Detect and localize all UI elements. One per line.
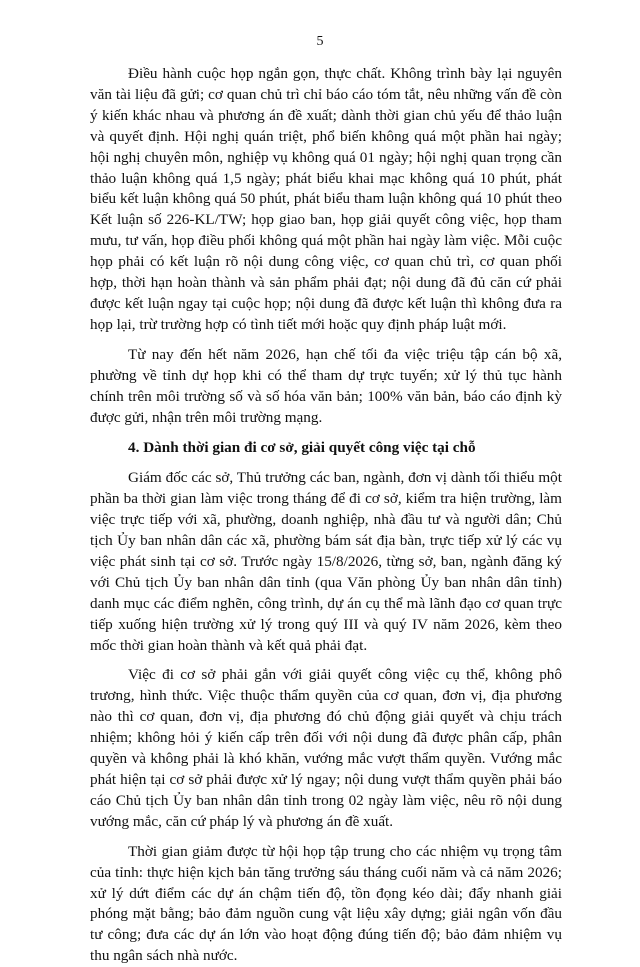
paragraph-meeting-rules: Điều hành cuộc họp ngắn gọn, thực chất. Không trình bày lại nguyên văn tài liệu đã gửi; cơ quan chủ trì chỉ báo cáo tóm tắt, nêu những vấn đề còn ý kiến khác nhau và phương án đề xuất; dành thời gian chủ yếu để thảo luận và quyết định. Hội nghị quán triệt, phổ biến không quá một phần hai ngày; hội nghị chuyên môn, nghiệp vụ không quá 01 ngày; hội nghị quan trọng cần thảo luận không quá 1,5 ngày; phát biểu khai mạc không quá 10 phút, phát biểu kết luận không quá 50 phút, phát biểu tham luận không quá 10 phút theo Kết luận số 226-KL/TW; họp giao ban, họp giải quyết công việc, họp tham mưu, tư vấn, họp điều phối không quá một phần hai ngày làm việc. Mỗi cuộc họp phải có kết luận rõ nội dung công việc, cơ quan chủ trì, cơ quan phối hợp, thời hạn hoàn thành và sản phẩm phải đạt; nội dung đã đủ căn cứ phải được kết luận ngay tại cuộc họp; nội dung đã được kết luận thì không đưa ra họp lại, trừ trường hợp có tình tiết mới hoặc quy định pháp luật mới.: [90, 65, 562, 333]
paragraph-key-tasks: Thời gian giảm được từ hội họp tập trung cho các nhiệm vụ trọng tâm của tỉnh: thực hiện kịch bản tăng trưởng sáu tháng cuối năm và cả năm 2026; xử lý dứt điểm các dự án chậm tiến độ, tồn đọng kéo dài; đẩy nhanh giải phóng mặt bằng; bảo đảm nguồn cung vật liệu xây dựng; giải ngân vốn đầu tư công; đưa các dự án lớn vào hoạt động đúng tiến độ; bảo đảm nhiệm vụ thu ngân sách nhà nước.: [90, 842, 562, 965]
paragraph-online-meetings: Từ nay đến hết năm 2026, hạn chế tối đa việc triệu tập cán bộ xã, phường về tỉnh dự họp khi có thể tham dự trực tuyến; xử lý thủ tục hành chính trên môi trường số và số hóa văn bản; 100% văn bản, báo cáo định kỳ được gửi, nhận trên môi trường mạng.: [90, 345, 562, 426]
paragraph-on-site-resolution: Việc đi cơ sở phải gắn với giải quyết công việc cụ thể, không phô trương, hình thức. Việc thuộc thẩm quyền của cơ quan, đơn vị, địa phương nào thì cơ quan, đơn vị, địa phương đó chủ động giải quyết và chịu trách nhiệm; không hỏi ý kiến cấp trên đối với nội dung đã được phân cấp, phân quyền và không phải là khó khăn, vướng mắc vượt thẩm quyền. Vướng mắc phát hiện tại cơ sở phải được xử lý ngay; nội dung vượt thẩm quyền phải báo cáo Chủ tịch Ủy ban nhân dân tỉnh trong 02 ngày làm việc, nêu rõ nội dung vướng mắc, căn cứ pháp lý và phương án đề xuất.: [90, 666, 562, 830]
section-heading: 4. Dành thời gian đi cơ sở, giải quyết công việc tại chỗ: [128, 439, 476, 457]
document-body: [90, 64, 562, 967]
page-number: 5: [316, 34, 324, 49]
paragraph-field-visits: Giám đốc các sở, Thủ trưởng các ban, ngành, đơn vị dành tối thiểu một phần ba thời gian làm việc trong tháng để đi cơ sở, kiểm tra hiện trường, làm việc trực tiếp với xã, phường, doanh nghiệp, nhà đầu tư và người dân; Chủ tịch Ủy ban nhân dân các xã, phường bám sát địa bàn, trực tiếp xử lý các vụ việc phát sinh tại cơ sở. Trước ngày 15/8/2026, từng sở, ban, ngành đăng ký với Chủ tịch Ủy ban nhân dân tỉnh (qua Văn phòng Ủy ban nhân dân tỉnh) danh mục các điểm nghẽn, công trình, dự án cụ thể mà lãnh đạo cơ quan trực tiếp xuống hiện trường xử lý trong quý III và quý IV năm 2026, kèm theo mốc thời gian hoàn thành và kết quả phải đạt.: [90, 469, 562, 654]
